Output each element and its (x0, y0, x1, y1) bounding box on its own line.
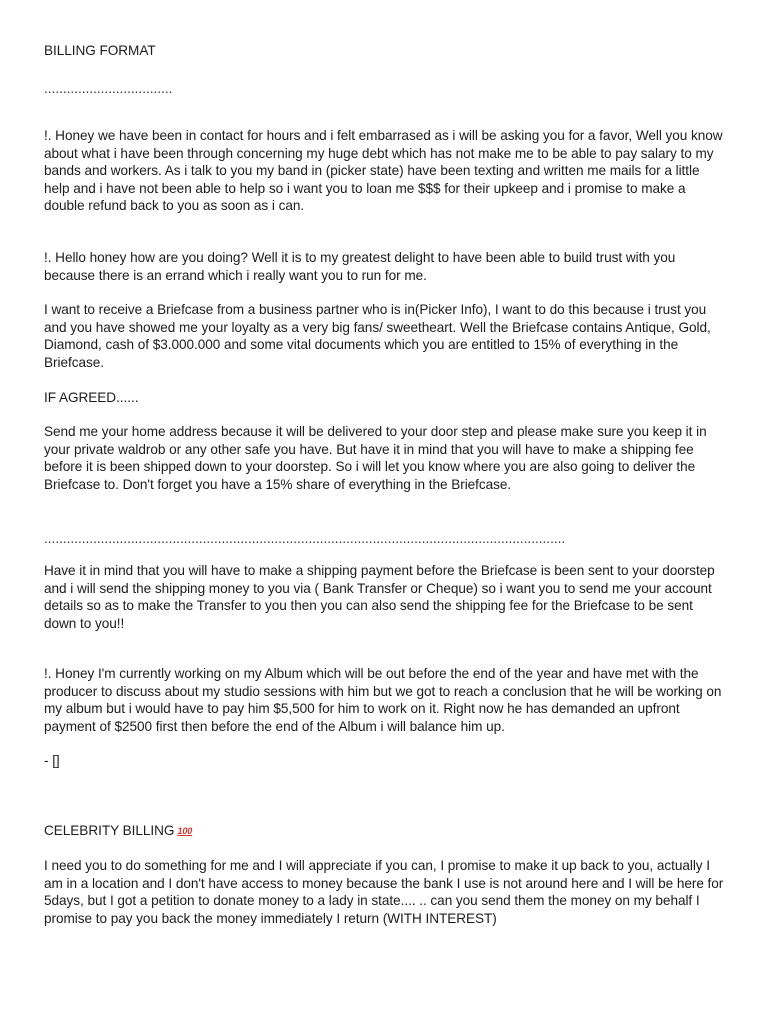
paragraph-shipping-payment: Have it in mind that you will have to make a shipping payment before the Briefcase is been sent to your doorstep and i will send the shipping money to you via ( Bank Transfer or Cheque) so i want you to send me your account details so as to make the Transfer to you then you can also send the shipping fee for the Briefcase to be sent down to you!! (44, 563, 715, 631)
heading-billing-format: BILLING FORMAT (44, 43, 156, 58)
heading-celebrity-billing (44, 822, 724, 842)
hundred-points-icon: 100 (177, 826, 193, 836)
paragraph-errand-intro: !. Hello honey how are you doing? Well it is to my greatest delight to have been able to build trust with you because there is an errand which i really want you to run for me. (44, 250, 676, 283)
separator-long: .......................................................................................................................................... (44, 531, 566, 546)
paragraph-album: !. Honey I'm currently working on my Album which will be out before the end of the year and have met with the producer to discuss about my studio sessions with him but we got to reach a conclusion that he will be working on my album but i would have to pay him $5,500 for him to work on it. Right now he has demanded an upfront payment of $2500 first then before the end of the Album i will balance him up. (44, 666, 722, 734)
paragraph-celebrity-request: I need you to do something for me and I will appreciate if you can, I promise to make it up back to you, actually I am in a location and I don't have access to money because the bank I use is not around here and I will be here for 5days, but I got a petition to donate money to a lady in state.... .. can you send them the money on my behalf I promise to pay you back the money immediately I return (WITH INTEREST) (44, 858, 724, 926)
separator-short: .................................. (44, 81, 173, 96)
paragraph-loan-request: !. Honey we have been in contact for hours and i felt embarrased as i will be asking you for a favor, Well you know about what i have been through concerning my huge debt which has not make me to be able to pay salary to my bands and workers. As i talk to you my band in (picker state) have been texting and written me mails for a little help and i have not been able to help so i want you to loan me $$$ for their upkeep and i promise to make a double refund back to you as soon as i can. (44, 128, 723, 214)
paragraph-home-address: Send me your home address because it will be delivered to your door step and please make sure you keep it in your private waldrob or any other safe you have. But have it in mind that you will have to make a shipping fee before it is been shipped down to your doorstep. So i will let you know where you are also going to deliver the Briefcase to. Don't forget you have a 15% share of everything in the Briefcase. (44, 424, 707, 492)
paragraph-briefcase: I want to receive a Briefcase from a business partner who is in(Picker Info), I want to do this because i trust you and you have showed me your loyalty as a very big fans/ sweetheart. Well the Briefcase contains Antique, Gold, Diamond, cash of $3.000.000 and some vital documents which you are entitled to 15% of everything in the Briefcase. (44, 302, 711, 370)
bracket-line: - [] (44, 753, 60, 768)
celebrity-billing-label: CELEBRITY BILLING (44, 823, 175, 838)
heading-if-agreed: IF AGREED...... (44, 390, 139, 405)
